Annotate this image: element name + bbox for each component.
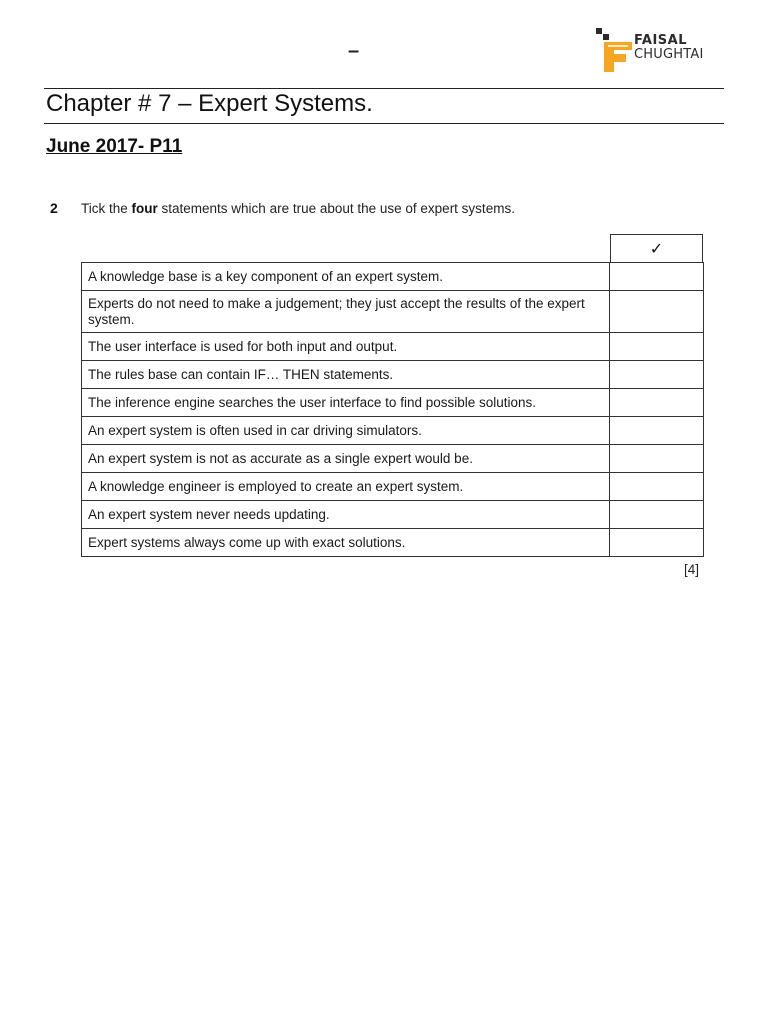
exam-heading: June 2017- P11 — [46, 136, 183, 157]
question-text-after: statements which are true about the use of expert systems. — [157, 201, 515, 216]
logo-line-2: CHUGHTAI — [634, 47, 704, 62]
statement-text: A knowledge engineer is employed to create an expert system. — [82, 473, 610, 501]
statements-table — [81, 262, 704, 557]
table-row — [82, 501, 704, 529]
table-row — [82, 473, 704, 501]
chapter-title: Chapter # 7 – Expert Systems. — [46, 90, 373, 117]
tick-box[interactable] — [610, 445, 704, 473]
table-row — [82, 529, 704, 557]
table-row — [82, 417, 704, 445]
question-text — [81, 201, 515, 216]
brand-f-icon — [594, 24, 634, 74]
table-row — [82, 361, 704, 389]
statement-text: Experts do not need to make a judgement; they just accept the results of the expert system. — [82, 291, 610, 333]
tick-box[interactable] — [610, 389, 704, 417]
tick-box[interactable] — [610, 501, 704, 529]
table-row — [82, 445, 704, 473]
question-number: 2 — [50, 200, 58, 216]
header-dash: – — [348, 40, 360, 62]
statement-text: The inference engine searches the user interface to find possible solutions. — [82, 389, 610, 417]
statement-text: The rules base can contain IF… THEN statements. — [82, 361, 610, 389]
tick-box[interactable] — [610, 417, 704, 445]
question-text-bold: four — [131, 201, 158, 216]
statement-text: The user interface is used for both input and output. — [82, 333, 610, 361]
statement-text: An expert system never needs updating. — [82, 501, 610, 529]
table-row — [82, 389, 704, 417]
tick-box[interactable] — [610, 529, 704, 557]
tick-column-header: ✓ — [610, 234, 703, 262]
logo-text — [634, 34, 703, 62]
title-rule-bottom — [44, 123, 724, 124]
brand-logo — [594, 24, 724, 74]
tick-box[interactable] — [610, 291, 704, 333]
tick-box[interactable] — [610, 473, 704, 501]
question-text-before: Tick the — [81, 201, 132, 216]
title-rule-top — [44, 88, 724, 89]
statement-text: An expert system is not as accurate as a single expert would be. — [82, 445, 610, 473]
logo-line-1: FAISAL — [634, 33, 687, 48]
statement-text: A knowledge base is a key component of an expert system. — [82, 263, 610, 291]
tick-box[interactable] — [610, 361, 704, 389]
statement-text: Expert systems always come up with exact solutions. — [82, 529, 610, 557]
table-row — [82, 333, 704, 361]
table-row — [82, 291, 704, 333]
statement-text: An expert system is often used in car driving simulators. — [82, 417, 610, 445]
tick-box[interactable] — [610, 263, 704, 291]
tick-box[interactable] — [610, 333, 704, 361]
marks-label: [4] — [684, 562, 700, 577]
table-row — [82, 263, 704, 291]
